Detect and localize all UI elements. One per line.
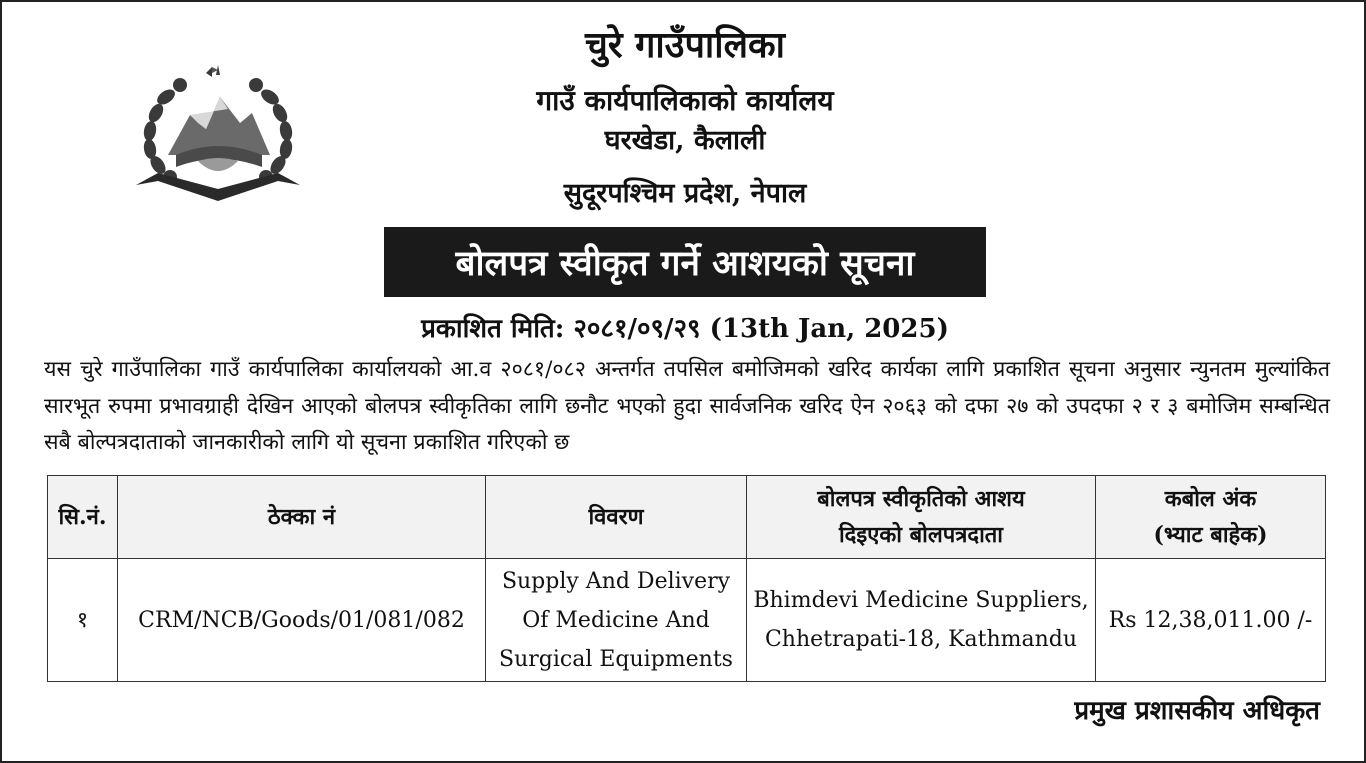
cell-contract-no: CRM/NCB/Goods/01/081/082 bbox=[118, 559, 486, 682]
cell-description-line3: Surgical Equipments bbox=[499, 646, 733, 672]
cell-description bbox=[486, 559, 747, 682]
cell-bidder bbox=[747, 559, 1096, 682]
published-date: प्रकाशित मिति: २०८१/०९/२९ (13th Jan, 2025) bbox=[421, 314, 949, 344]
cell-description-line1: Supply And Delivery bbox=[501, 568, 731, 594]
header-amount-line2: (भ्याट बाहेक) bbox=[1153, 522, 1268, 548]
header-amount bbox=[1096, 476, 1326, 559]
office-name: गाउँ कार्यपालिकाको कार्यालय bbox=[536, 84, 834, 117]
municipality-name: चुरे गाउँपालिका bbox=[585, 24, 785, 66]
header-bidder-line2: दिइएको बोलपत्रदाता bbox=[838, 522, 1004, 548]
office-location: घरखेडा, कैलाली bbox=[604, 125, 766, 156]
table-header-row bbox=[48, 476, 1326, 559]
notice-body: यस चुरे गाउँपालिका गाउँ कार्यपालिका कार्यालयको आ.व २०८१/०८२ अन्तर्गत तपसिल बमोजिमको खरिद कार्यका लागि प्रकाशित सूचना अनुसार न्युनतम मुल्यांकित सारभूत रुपमा प्रभावग्राही देखिन आएको बोलपत्र स्वीकृतिका लागि छनौट भएको हुदा सार्वजनिक खरिद ऐन २०६३ को दफा २७ को उपदफा २ र ३ बमोजिम सम्बन्धित सबै बोल्पत्रदाताको जानकारीको लागि यो सूचना प्रकाशित गरिएको छ bbox=[44, 357, 1330, 455]
cell-sn: १ bbox=[48, 559, 118, 682]
table-row bbox=[48, 559, 1326, 682]
cell-bidder-line1: Bhimdevi Medicine Suppliers, bbox=[753, 588, 1089, 613]
cell-amount: Rs 12,38,011.00 /- bbox=[1096, 559, 1326, 682]
header-bidder bbox=[747, 476, 1096, 559]
header-sn: सि.नं. bbox=[48, 476, 118, 559]
cell-description-line2: Of Medicine And bbox=[522, 607, 710, 633]
header-contract-no: ठेक्का नं bbox=[118, 476, 486, 559]
header-amount-line1: कबोल अंक bbox=[1164, 486, 1257, 512]
cell-bidder-line2: Chhetrapati-18, Kathmandu bbox=[764, 627, 1078, 652]
header-description: विवरण bbox=[486, 476, 747, 559]
province-country: सुदूरपश्चिम प्रदेश, नेपाल bbox=[563, 178, 807, 209]
signatory-title: प्रमुख प्रशासकीय अधिकृत bbox=[1074, 696, 1320, 726]
nepal-emblem-icon bbox=[128, 57, 308, 209]
notice-title: बोलपत्र स्वीकृत गर्ने आशयको सूचना bbox=[455, 242, 915, 284]
header-bidder-line1: बोलपत्र स्वीकृतिको आशय bbox=[817, 486, 1025, 512]
notice-title-banner bbox=[384, 227, 986, 297]
tender-table bbox=[47, 475, 1326, 682]
